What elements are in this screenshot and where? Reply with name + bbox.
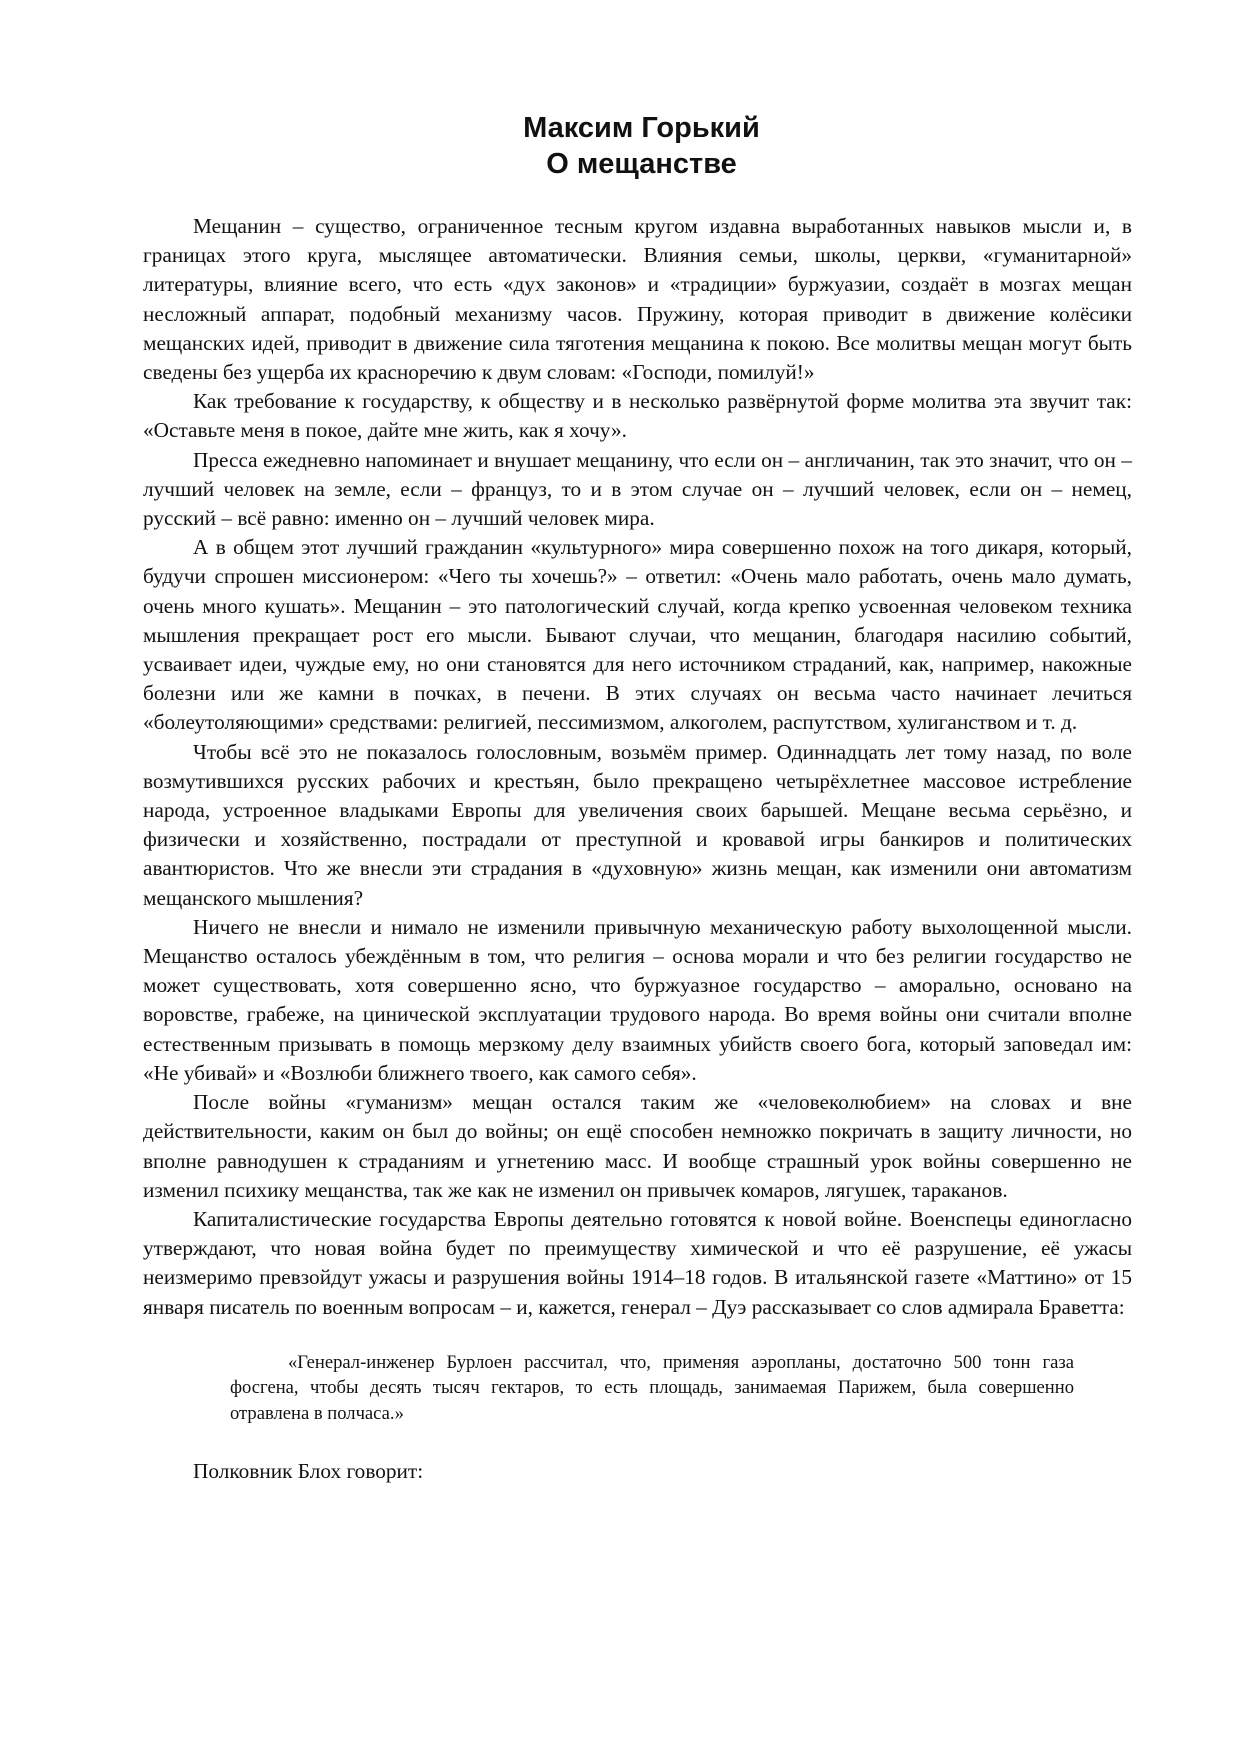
- author-name: Максим Горький: [523, 112, 760, 144]
- title-block: [143, 110, 1132, 182]
- document-title: О мещанстве: [546, 148, 737, 180]
- paragraph: После войны «гуманизм» мещан остался таким же «человеколюбием» на словах и вне действительности, каким он был до войны; он ещё способен немножко покричать в защиту личности, но вполне равнодушен к страданиям и угнетению масс. И вообще страшный урок войны совершенно не изменил психику мещанства, так же как не изменил он привычек комаров, лягушек, тараканов.: [143, 1090, 1132, 1202]
- paragraph: Пресса ежедневно напоминает и внушает мещанину, что если он – англичанин, так это значит, что он – лучший человек на земле, если – француз, то и в этом случае он – лучший человек, если он – немец, русский – всё равно: именно он – лучший человек мира.: [143, 447, 1132, 531]
- paragraph: Как требование к государству, к обществу и в несколько развёрнутой форме молитва эта звучит так: «Оставьте меня в покое, дайте мне жить, как я хочу».: [143, 389, 1132, 443]
- body-text: [143, 212, 1132, 1322]
- paragraph: Мещанин – существо, ограниченное тесным кругом издавна выработанных навыков мысли и, в границах этого круга, мыслящее автоматически. Влияния семьи, школы, церкви, «гуманитарной» литературы, влияние всего, что есть «дух законов» и «традиции» буржуазии, создаёт в мозгах мещан несложный аппарат, подобный механизму часов. Пружину, которая приводит в движение колёсики мещанских идей, приводит в движение сила тяготения мещанина к покою. Все молитвы мещан могут быть сведены без ущерба их красноречию к двум словам: «Господи, помилуй!»: [143, 214, 1132, 385]
- paragraph: Чтобы всё это не показалось голословным, возьмём пример. Одиннадцать лет тому назад, по воле возмутившихся русских рабочих и крестьян, было прекращено четырёхлетнее массовое истребление народа, устроенное владыками Европы для увеличения своих барышей. Мещане весьма серьёзно, и физически и хозяйственно, пострадали от преступной и кровавой игры банкиров и политических авантюристов. Что же внесли эти страдания в «духовную» жизнь мещан, как изменили они автоматизм мещанского мышления?: [143, 739, 1132, 910]
- paragraph: Ничего не внесли и нимало не изменили привычную механическую работу выхолощенной мысли. Мещанство осталось убеждённым в том, что религия – основа морали и что без религии государство не может существовать, хотя совершенно ясно, что буржуазное государство – аморально, основано на воровстве, грабеже, на цинической эксплуатации трудового народа. Во время войны они считали вполне естественным призывать в помощь мерзкому делу взаимных убийств своего бога, который заповедал им: «Не убивай» и «Возлюби ближнего твоего, как самого себя».: [143, 914, 1132, 1085]
- paragraph: Капиталистические государства Европы деятельно готовятся к новой войне. Военспецы единогласно утверждают, что новая война будет по преимуществу химической и что её разрушение, её ужасы неизмеримо превзойдут ужасы и разрушения войны 1914–18 годов. В итальянской газете «Маттино» от 15 января писатель по военным вопросам – и, кажется, генерал – Дуэ рассказывает со слов адмирала Браветта:: [143, 1206, 1132, 1319]
- block-quote: «Генерал-инженер Бурлоен рассчитал, что, применяя аэропланы, достаточно 500 тонн газа фосгена, чтобы десять тысяч гектаров, то есть площадь, занимаемая Парижем, была совершенно отравлена в полчаса.»: [230, 1351, 1074, 1424]
- paragraph-after-quote: Полковник Блох говорит:: [193, 1459, 424, 1484]
- paragraph: А в общем этот лучший гражданин «культурного» мира совершенно похож на того дикаря, который, будучи спрошен миссионером: «Чего ты хочешь?» – ответил: «Очень мало работать, очень мало думать, очень много кушать». Мещанин – это патологический случай, когда крепко усвоенная человеком техника мышления прекращает рост его мысли. Бывают случаи, что мещанин, благодаря насилию событий, усваивает идеи, чуждые ему, но они становятся для него источником страданий, как, например, накожные болезни или же камни в почках, в печени. В этих случаях он весьма часто начинает лечиться «болеутоляющими» средствами: религией, пессимизмом, алкоголем, распутством, хулиганством и т. д.: [143, 535, 1132, 735]
